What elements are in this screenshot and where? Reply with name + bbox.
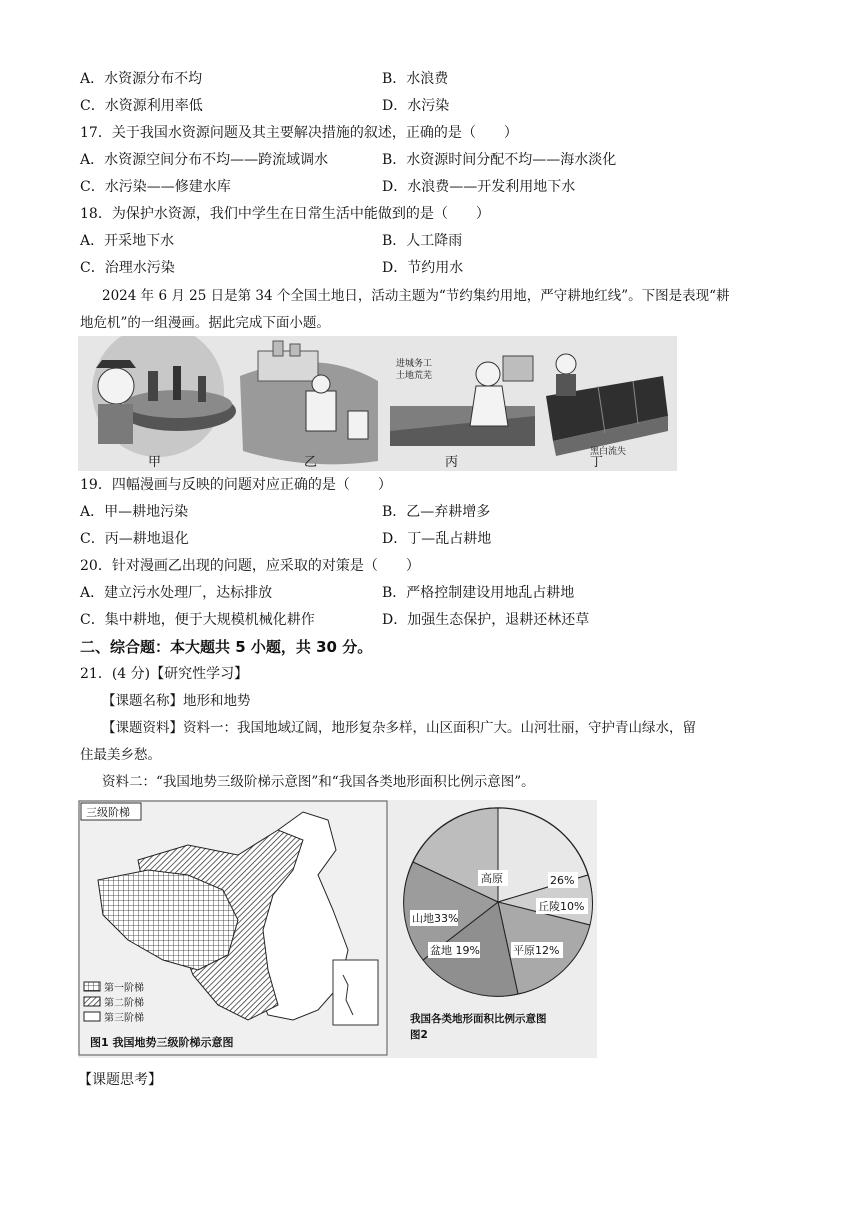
section-2-heading: 二、综合题：本大题共 5 小题，共 30 分。	[80, 638, 373, 656]
pie-label-plateau-pct: 26%	[550, 874, 575, 887]
map-caption: 图1 我国地势三级阶梯示意图	[90, 1036, 234, 1049]
ding-text: 黑白流失	[590, 447, 627, 457]
q21-material-1a: 【课题资料】资料一：我国地域辽阔，地形复杂多样，山区面积广大。山河壮丽，守护青山绿水，留	[102, 720, 696, 736]
q21-material-1b: 住最美乡愁。	[80, 747, 161, 763]
cartoon-figure	[78, 336, 677, 471]
q16-option-c: C．水资源利用率低	[80, 98, 203, 114]
q18-option-a: A．开采地下水	[80, 233, 175, 249]
q19-option-d: D．丁—乱占耕地	[382, 531, 492, 547]
pie-label-basin: 盆地 19%	[430, 944, 480, 957]
q17-stem: 17．关于我国水资源问题及其主要解决措施的叙述，正确的是（ ）	[80, 125, 518, 141]
q20-option-d: D．加强生态保护，退耕还林还草	[382, 612, 590, 628]
pie-label-plateau: 高原	[481, 872, 503, 885]
bing-text-1: 进城务工	[396, 359, 433, 369]
q21-material-2: 资料二：“我国地势三级阶梯示意图”和“我国各类地形面积比例示意图”。	[102, 774, 535, 790]
cartoon-label-bing: 丙	[445, 455, 459, 470]
q21-topic: 【课题名称】地形和地势	[102, 693, 251, 709]
q16-option-b: B．水浪费	[382, 71, 449, 87]
legend-first-step: 第一阶梯	[104, 983, 144, 994]
q20-stem: 20．针对漫画乙出现的问题，应采取的对策是（ ）	[80, 558, 420, 574]
cartoon-label-jia: 甲	[148, 455, 162, 470]
map-title-box: 三级阶梯	[86, 806, 130, 819]
q20-option-b: B．严格控制建设用地乱占耕地	[382, 585, 575, 601]
q17-option-b: B．水资源时间分配不均——海水淡化	[382, 152, 617, 168]
q19-stem: 19．四幅漫画与反映的问题对应正确的是（ ）	[80, 477, 392, 493]
passage-line-1: 2024 年 6 月 25 日是第 34 个全国土地日，活动主题为“节约集约用地，严守耕地红线”。下图是表现“耕	[102, 288, 730, 304]
cartoon-label-ding: 丁	[590, 455, 604, 470]
pie-caption-figure: 图2	[410, 1029, 428, 1041]
q19-option-a: A．甲—耕地污染	[80, 504, 189, 520]
q21-stem: 21．(4 分)【研究性学习】	[80, 666, 249, 682]
q21-think-heading: 【课题思考】	[78, 1072, 162, 1088]
q18-option-b: B．人工降雨	[382, 233, 463, 249]
passage-line-2: 地危机”的一组漫画。据此完成下面小题。	[80, 315, 330, 331]
legend-third-step: 第三阶梯	[104, 1013, 144, 1024]
cartoon-illustrations	[78, 336, 677, 471]
bing-text-2: 土地荒芜	[396, 371, 433, 381]
cartoon-label-yi: 乙	[304, 455, 318, 470]
pie-caption: 我国各类地形面积比例示意图	[410, 1013, 547, 1025]
q18-option-d: D．节约用水	[382, 260, 464, 276]
q18-option-c: C．治理水污染	[80, 260, 175, 276]
pie-label-plain: 平原12%	[513, 944, 560, 957]
q16-option-d: D．水污染	[382, 98, 450, 114]
q17-option-d: D．水浪费——开发利用地下水	[382, 179, 576, 195]
terrain-illustrations	[78, 800, 597, 1058]
pie-label-hill: 丘陵10%	[538, 900, 585, 913]
q17-option-c: C．水污染——修建水库	[80, 179, 231, 195]
q19-option-c: C．丙—耕地退化	[80, 531, 189, 547]
pie-label-mountain: 山地33%	[412, 912, 459, 925]
legend-second-step: 第二阶梯	[104, 998, 144, 1009]
q17-option-a: A．水资源空间分布不均——跨流域调水	[80, 152, 329, 168]
q16-option-a: A．水资源分布不均	[80, 71, 203, 87]
q19-option-b: B．乙—弃耕增多	[382, 504, 491, 520]
q20-option-c: C．集中耕地，便于大规模机械化耕作	[80, 612, 315, 628]
terrain-figure	[78, 800, 597, 1058]
q20-option-a: A．建立污水处理厂，达标排放	[80, 585, 273, 601]
q18-stem: 18．为保护水资源，我们中学生在日常生活中能做到的是（ ）	[80, 206, 490, 222]
